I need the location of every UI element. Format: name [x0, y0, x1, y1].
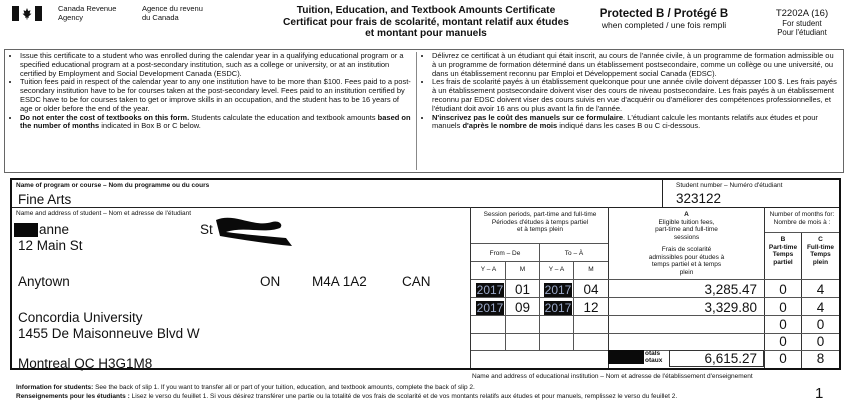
session-header-en: Session periods, part-time and full-time [483, 211, 597, 218]
to-month-label: M [588, 266, 594, 273]
total-part-time[interactable]: 0 [779, 351, 787, 366]
student-number-value[interactable]: 323122 [676, 191, 722, 206]
instruction-fr-3-end: indiqué dans les cases B ou C ci-dessous. [557, 121, 701, 131]
instruction-fr-3-bold2: d'après le nombre de mois [462, 121, 558, 131]
from-year-label: Y – A [480, 266, 497, 273]
col-b-3: partiel [773, 258, 793, 266]
months-header-line [765, 232, 839, 233]
col-c-2: Temps [810, 251, 831, 258]
protected-sub: when completed / une fois rempli [601, 20, 727, 30]
protected-label: Protected B / Protégé B [599, 8, 729, 20]
row-4-part-time[interactable]: 0 [779, 334, 787, 349]
col-a-fr-2: admissibles pour études à [648, 253, 725, 261]
instruction-fr-3-bold: N'inscrivez pas le coût des manuels sur ce formulaire [432, 112, 624, 122]
col-a-en-1: Eligible tuition fees, [658, 218, 715, 226]
col-a-header [609, 211, 764, 276]
col-b-1: Part-time [768, 243, 798, 251]
form-id: T2202A (16) [775, 8, 829, 19]
row-1-full-time[interactable]: 4 [816, 282, 825, 297]
footer-info-fr-bold: Renseignements pour les étudiants : [16, 393, 130, 400]
col-c-letter: C [818, 236, 823, 243]
program-student-divider [662, 180, 663, 207]
footer-info-en-text: See the back of slip 1. If you want to transfer all or part of your tuition, education, and textbook amounts, complete the back of slip 2. [93, 384, 475, 391]
row-1-part-time[interactable]: 0 [779, 282, 787, 297]
student-label: Name and address of student – Nom et adresse de l'étudiant [16, 210, 192, 217]
from-month-label: M [519, 266, 526, 273]
redacted-first-name [14, 223, 38, 237]
protected-block [596, 8, 732, 30]
from-label: From – De [489, 250, 521, 257]
title-fr-1: Certificat pour frais de scolarité, montant relatif aux études [283, 16, 569, 28]
redacted-totals-label [608, 350, 644, 364]
footer-info-fr-text: Lisez le verso du feuillet 1. Si vous désirez transférer une partie ou la totalité de vos frais de scolarité et de vos montants relatifs aux études et pour manuels, remplissez le verso du feuillet 2. [129, 393, 678, 400]
student-first-name[interactable]: anne [39, 222, 70, 237]
institution-label: Name and address of educational institution – Nom et adresse de l'établissement d'enseignement [472, 373, 753, 380]
row-1-amount[interactable]: 3,285.47 [704, 282, 757, 297]
row-2-to-month[interactable]: 12 [583, 300, 599, 315]
col-a-fr-1: Frais de scolarité [661, 246, 712, 253]
totals-label [645, 351, 662, 364]
footer-info-en [16, 384, 786, 392]
student-country[interactable]: CAN [402, 274, 431, 289]
for-student-en: For student [782, 19, 822, 28]
months-label-en: Number of months for: [769, 211, 835, 218]
footer-info-en-bold: Information for students: [16, 384, 94, 391]
title-en: Tuition, Education, and Textbook Amounts Certificate [296, 5, 556, 16]
instruction-en-3-end: indicated in Box B or C below. [99, 121, 201, 131]
footer-info-fr [16, 393, 806, 401]
total-amount[interactable]: 6,615.27 [704, 351, 757, 366]
student-postal[interactable]: M4A 1A2 [312, 274, 367, 289]
instruction-fr-2: • Les frais de scolarité payés à un établissement quelconque pour une année civile doivent dépasser 100 $. Les frais payés à un établissement postsecondaire doivent viser des cours de niveau postsecondaire. Les frais payés à un établissement reconnu par EDSC doivent viser des cours suivis en vue d'acquérir ou d'améliorer des compétences professionnelles, et l'étudiant doit avoir 16 ans ou plus avant la fin de l'année. [432, 78, 838, 113]
col-c-1: Full-time [806, 243, 835, 251]
instruction-en-3-bold: Do not enter the cost of textbooks on this form. [20, 112, 190, 122]
student-number-label: Student number – Numéro d'étudiant [676, 182, 783, 189]
student-last-name[interactable]: St [200, 222, 213, 237]
program-label: Name of program or course – Nom du programme ou du cours [16, 182, 210, 189]
col-c-3: plein [812, 258, 829, 266]
row-2-to-year[interactable]: 2017 [544, 301, 572, 315]
ym-top-line [471, 261, 608, 262]
agency-name-en: Canada Revenue Agency [58, 4, 117, 22]
col-b-letter: B [780, 236, 786, 243]
program-value[interactable]: Fine Arts [18, 192, 72, 207]
form-title [268, 5, 584, 40]
row-2-amount[interactable]: 3,329.80 [704, 300, 757, 315]
instruction-en-1: • Issue this certificate to a student who was enrolled during the calendar year in a qualifying educational program or a specified educational program at a post-secondary institution, such as a college or university, or at an institution certified by Employment and Social Development Canada (ESDC). [20, 52, 412, 78]
row-3-full-time[interactable]: 0 [816, 317, 825, 332]
session-header-fr-1: Périodes d'études à temps partiel [491, 218, 589, 226]
instruction-fr-3 [432, 114, 838, 132]
row-2-from-month[interactable]: 09 [514, 300, 531, 315]
institution-city[interactable]: Montreal QC H3G1M8 [18, 356, 153, 371]
col-a-en-3: sessions [673, 233, 700, 241]
instructions-en [10, 52, 412, 131]
session-header [472, 211, 608, 234]
instruction-fr-1: • Délivrez ce certificat à un étudiant qui était inscrit, au cours de l'année civile, à un programme de formation admissible ou à un programme de formation déterminé dans un établissement postsecondaire, comme un collège ou une université, ou dans un établissement reconnu par Emploi et Développement social Canada (EDSC). [432, 52, 838, 78]
to-year-label: Y – A [548, 266, 565, 273]
agency-name-fr: Agence du revenu du Canada [142, 4, 203, 22]
col-c-header [802, 236, 839, 266]
row-4-full-time[interactable]: 0 [816, 334, 825, 349]
col-a-letter: A [684, 211, 689, 218]
col-b-2: Temps [772, 251, 794, 258]
student-province[interactable]: ON [260, 274, 281, 289]
student-city[interactable]: Anytown [18, 274, 70, 289]
form-id-block [762, 8, 842, 37]
instructions-divider [416, 52, 417, 170]
row-1-from-month[interactable]: 01 [514, 282, 531, 297]
title-fr-2: et montant pour manuels [365, 28, 487, 39]
to-label: To – À [564, 250, 584, 257]
session-header-fr-2: et à temps plein [517, 226, 563, 233]
instruction-en-2: • Tuition fees paid in respect of the calendar year to any one institution have to be more than $100. Fees paid to a post-secondary institution have to be for courses taken at the post-secondary level. Fees paid to an institution certified by ESDC have to be for courses taken to get or improve skills in an occupation, and the student has to be 16 years of age or older before the end of the year. [20, 78, 412, 113]
total-full-time[interactable]: 8 [816, 351, 825, 366]
months-header [765, 211, 839, 226]
row-line-0 [471, 279, 839, 280]
instructions-fr [422, 52, 838, 131]
canada-flag-icon [12, 6, 42, 21]
row-1-to-year[interactable]: 2017 [544, 283, 572, 297]
institution-street[interactable]: 1455 De Maisonneuve Blvd W [18, 326, 200, 341]
col-a-en-2: part-time and full-time [655, 226, 718, 233]
row-1-to-month[interactable]: 04 [583, 282, 599, 297]
instruction-en-3 [20, 114, 412, 132]
months-label-fr: Nombre de mois à : [773, 218, 831, 226]
row-1-from-year[interactable]: 2017 [476, 283, 504, 297]
totals-label-fr: otaux [645, 356, 663, 364]
instruction-en-3-bold2: based on the number of months [20, 112, 411, 131]
instruction-en-3-text: Students calculate the education and textbook amounts [189, 112, 378, 122]
instruction-fr-3-text: . L'étudiant calcule les montants relatifs aux études et pour manuels [432, 112, 818, 131]
row-2-part-time[interactable]: 0 [779, 300, 787, 315]
col-b-header [765, 236, 801, 266]
slip-number: 1 [815, 385, 824, 402]
student-street[interactable]: 12 Main St [18, 238, 83, 253]
row-3-part-time[interactable]: 0 [779, 317, 787, 332]
for-student-fr: Pour l'étudiant [777, 28, 827, 37]
institution-name[interactable]: Concordia University [18, 310, 143, 325]
row-2-from-year[interactable]: 2017 [476, 301, 504, 315]
totals-label-en: otals [645, 350, 661, 357]
redacted-last-name [214, 214, 294, 250]
row-line-1 [471, 297, 839, 298]
col-a-fr-3: temps partiel et à temps [651, 261, 722, 268]
row-line-2 [471, 315, 839, 316]
col-a-fr-4: plein [679, 268, 694, 276]
row-2-full-time[interactable]: 4 [816, 300, 825, 315]
